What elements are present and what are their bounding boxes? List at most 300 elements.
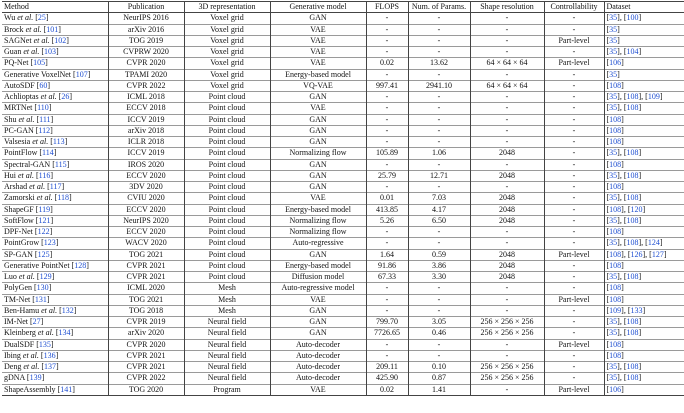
generative-model-cell: VAE [270, 103, 366, 114]
table-row [2, 182, 684, 193]
params-cell: - [408, 125, 470, 136]
dataset-cell: [106] [606, 58, 624, 68]
citation-link[interactable]: 121 [38, 215, 51, 225]
table-row [2, 159, 684, 170]
representation-cell: Point cloud [184, 103, 270, 114]
method-name: PQ-Net [4, 58, 29, 68]
table-row [2, 272, 684, 283]
citation-link[interactable]: 108 [626, 317, 639, 326]
generative-model-cell: GAN [270, 328, 366, 339]
comparison-table [2, 1, 684, 396]
publication-cell: ICML 2020 [108, 283, 184, 294]
method-cell: ShapeGF [119] [2, 204, 108, 215]
citation-link[interactable]: 102 [54, 35, 67, 45]
table-row [2, 80, 684, 91]
resolution-cell: - [470, 350, 544, 361]
representation-cell: Point cloud [184, 114, 270, 125]
citation-link[interactable]: 35 [609, 13, 618, 23]
et-al: et al. [23, 362, 40, 371]
generative-model-cell: Auto-decoder [270, 350, 366, 361]
et-al: et al. [41, 305, 58, 315]
generative-model-cell: Diffusion model [270, 272, 366, 283]
et-al: et al. [33, 35, 50, 45]
table-row [2, 69, 684, 80]
citation-link[interactable]: 109 [647, 92, 660, 101]
controllability-cell: - [544, 159, 604, 170]
representation-cell: Voxel grid [184, 80, 270, 91]
citation-link[interactable]: 105 [33, 58, 46, 68]
citation-link[interactable]: 108 [626, 238, 639, 248]
generative-model-cell: Auto-decoder [270, 362, 366, 373]
method-cell: PolyGen [130] [2, 283, 108, 294]
params-cell: 13.62 [408, 58, 470, 69]
publication-cell: ICML 2018 [108, 92, 184, 103]
citation-link[interactable]: 26 [61, 92, 70, 101]
citation-link[interactable]: 108 [626, 170, 639, 180]
generative-model-cell: GAN [270, 305, 366, 316]
citation-link[interactable]: 118 [57, 193, 70, 203]
citation-link[interactable]: 123 [43, 238, 56, 248]
controllability-cell: - [544, 80, 604, 91]
citation-link[interactable]: 132 [61, 305, 74, 315]
method-name: Achlioptas [4, 92, 39, 101]
citation-link[interactable]: 35 [609, 317, 618, 326]
table-row [2, 125, 684, 136]
method-cell: SP-GAN [125] [2, 249, 108, 260]
controllability-cell: - [544, 373, 604, 384]
citation-link[interactable]: 137 [44, 362, 56, 371]
params-cell: - [408, 294, 470, 305]
citation-link[interactable]: 104 [626, 47, 639, 56]
header-num-params: Num. of Params. [408, 2, 470, 13]
citation-link[interactable]: 139 [29, 373, 42, 383]
et-al: et al. [25, 24, 42, 34]
method-cell: TM-Net [131] [2, 294, 108, 305]
resolution-cell: 256 × 256 × 256 [470, 328, 544, 339]
citation-link[interactable]: 108 [609, 339, 622, 349]
et-al: et al. [36, 193, 53, 203]
representation-cell: Point cloud [184, 92, 270, 103]
citation-link[interactable]: 125 [37, 249, 50, 259]
params-cell: 3.86 [408, 260, 470, 271]
citation-link[interactable]: 108 [626, 103, 639, 113]
method-name: TM-Net [4, 294, 31, 304]
resolution-cell: - [470, 137, 544, 148]
method-cell: PC-GAN [112] [2, 125, 108, 136]
method-name: IM-Net [4, 317, 28, 326]
et-al: et al. [32, 137, 49, 146]
controllability-cell: - [544, 47, 604, 58]
flops-cell: 25.79 [366, 170, 408, 181]
publication-cell: CVPR 2022 [108, 373, 184, 384]
controllability-cell: - [544, 362, 604, 373]
publication-cell: TOG 2021 [108, 294, 184, 305]
header-flops: FLOPS [366, 2, 408, 13]
params-cell: - [408, 350, 470, 361]
table-row [2, 137, 684, 148]
citation-link[interactable]: 108 [609, 114, 622, 124]
citation-link[interactable]: 114 [42, 148, 54, 158]
dataset-cell: [35], [108], [109] [606, 92, 663, 101]
citation-link[interactable]: 134 [58, 328, 71, 338]
citation-link[interactable]: 27 [32, 317, 41, 326]
resolution-cell: 64 × 64 × 64 [470, 80, 544, 91]
representation-cell: Point cloud [184, 125, 270, 136]
header-row [2, 2, 684, 13]
generative-model-cell: VQ-VAE [270, 80, 366, 91]
citation-link[interactable]: 35 [609, 328, 618, 338]
method-name: Zamorski [4, 193, 35, 203]
method-name: ShapeGF [4, 204, 34, 214]
citation-link[interactable]: 35 [609, 103, 618, 113]
citation-link[interactable]: 35 [609, 24, 618, 34]
dataset-cell: [35], [108] [606, 328, 642, 338]
flops-cell: 0.02 [366, 384, 408, 395]
citation-link[interactable]: 108 [609, 159, 622, 169]
citation-link[interactable]: 129 [39, 272, 52, 281]
publication-cell: TPAMI 2020 [108, 69, 184, 80]
citation-link[interactable]: 120 [630, 204, 643, 214]
params-cell: 7.03 [408, 193, 470, 204]
method-name: DualSDF [4, 339, 35, 349]
representation-cell: Point cloud [184, 204, 270, 215]
controllability-cell: - [544, 92, 604, 103]
citation-link[interactable]: 35 [609, 215, 618, 225]
dataset-cell: [108], [126], [127] [606, 249, 667, 259]
publication-cell: NeurIPS 2020 [108, 215, 184, 226]
citation-link[interactable]: 135 [38, 339, 51, 349]
et-al: et al. [22, 350, 39, 360]
dataset-cell: [35], [108] [606, 215, 642, 225]
table-row [2, 103, 684, 114]
params-cell: - [408, 227, 470, 238]
representation-cell: Point cloud [184, 182, 270, 193]
citation-link[interactable]: 108 [609, 283, 622, 293]
publication-cell: CVPR 2021 [108, 260, 184, 271]
generative-model-cell: Auto-regressive model [270, 283, 366, 294]
params-cell: - [408, 114, 470, 125]
citation-link[interactable]: 107 [75, 69, 88, 79]
controllability-cell: - [544, 24, 604, 35]
controllability-cell: - [544, 328, 604, 339]
flops-cell: - [366, 69, 408, 80]
publication-cell: CVPR 2020 [108, 58, 184, 69]
params-cell: - [408, 283, 470, 294]
publication-cell: ICLR 2018 [108, 137, 184, 148]
publication-cell: TOG 2019 [108, 35, 184, 46]
params-cell: 3.05 [408, 317, 470, 328]
method-cell: IM-Net [27] [2, 317, 108, 328]
dataset-cell: [108] [606, 283, 624, 293]
controllability-cell: - [544, 238, 604, 249]
representation-cell: Voxel grid [184, 58, 270, 69]
table-row [2, 92, 684, 103]
table-row [2, 362, 684, 373]
citation-link[interactable]: 106 [609, 384, 622, 394]
generative-model-cell: Normalizing flow [270, 215, 366, 226]
table-row [2, 260, 684, 271]
citation-link[interactable]: 108 [609, 350, 622, 360]
resolution-cell: - [470, 24, 544, 35]
citation-link[interactable]: 108 [626, 362, 639, 371]
method-name: Arshad [4, 182, 28, 191]
table-row [2, 328, 684, 339]
dataset-cell: [106] [606, 384, 624, 394]
controllability-cell: Part-level [544, 58, 604, 69]
citation-link[interactable]: 108 [626, 373, 639, 383]
method-cell: Wu et al. [25] [2, 13, 108, 24]
representation-cell: Point cloud [184, 170, 270, 181]
citation-link[interactable]: 35 [609, 272, 618, 281]
citation-link[interactable]: 35 [609, 193, 618, 203]
citation-link[interactable]: 35 [609, 373, 618, 383]
citation-link[interactable]: 108 [626, 148, 639, 158]
citation-link[interactable]: 108 [626, 272, 639, 281]
et-al: et al. [40, 92, 57, 101]
dataset-cell: [108] [606, 137, 624, 146]
method-cell: Spectral-GAN [115] [2, 159, 108, 170]
citation-link[interactable]: 35 [609, 35, 618, 45]
publication-cell: 3DV 2020 [108, 182, 184, 193]
params-cell: - [408, 69, 470, 80]
method-name: Spectral-GAN [4, 159, 51, 169]
generative-model-cell: GAN [270, 137, 366, 148]
method-name: Deng [4, 362, 22, 371]
citation-link[interactable]: 35 [609, 148, 618, 158]
method-cell: Brock et al. [101] [2, 24, 108, 35]
citation-link[interactable]: 108 [626, 193, 639, 203]
publication-cell: arXiv 2020 [108, 328, 184, 339]
citation-link[interactable]: 116 [38, 170, 51, 180]
generative-model-cell: VAE [270, 35, 366, 46]
citation-link[interactable]: 100 [626, 13, 639, 23]
controllability-cell: - [544, 227, 604, 238]
representation-cell: Point cloud [184, 215, 270, 226]
generative-model-cell: GAN [270, 92, 366, 103]
generative-model-cell: Energy-based model [270, 260, 366, 271]
representation-cell: Point cloud [184, 260, 270, 271]
dataset-cell: [35] [606, 35, 620, 45]
dataset-cell: [108] [606, 294, 624, 304]
citation-link[interactable]: 124 [647, 238, 660, 248]
publication-cell: CVPR 2022 [108, 80, 184, 91]
citation-link[interactable]: 110 [37, 103, 49, 113]
resolution-cell: - [470, 238, 544, 249]
params-cell: - [408, 47, 470, 58]
controllability-cell: - [544, 204, 604, 215]
representation-cell: Neural field [184, 362, 270, 373]
citation-link[interactable]: 117 [49, 182, 62, 191]
dataset-cell: [35], [108] [606, 103, 642, 113]
flops-cell: - [366, 182, 408, 193]
publication-cell: ECCV 2020 [108, 204, 184, 215]
citation-link[interactable]: 108 [626, 328, 639, 338]
et-al: et al. [18, 170, 34, 180]
generative-model-cell: Auto-decoder [270, 373, 366, 384]
citation-link[interactable]: 108 [609, 227, 622, 236]
citation-link[interactable]: 108 [609, 182, 622, 191]
header-controllability: Controllability [544, 2, 604, 13]
representation-cell: Mesh [184, 294, 270, 305]
controllability-cell: Part-level [544, 339, 604, 350]
method-name: Valsesia [4, 137, 31, 146]
resolution-cell: - [470, 92, 544, 103]
publication-cell: ECCV 2020 [108, 227, 184, 238]
citation-link[interactable]: 113 [52, 137, 65, 146]
dataset-cell: [108] [606, 339, 624, 349]
citation-link[interactable]: 122 [37, 227, 50, 236]
controllability-cell: - [544, 114, 604, 125]
controllability-cell: - [544, 317, 604, 328]
dataset-cell: [108] [606, 114, 624, 124]
dataset-cell: [108] [606, 182, 624, 191]
resolution-cell: 2048 [470, 249, 544, 260]
method-name: PolyGen [4, 283, 32, 293]
citation-link[interactable]: 108 [609, 137, 622, 146]
flops-cell: - [366, 114, 408, 125]
citation-link[interactable]: 25 [37, 13, 46, 23]
controllability-cell: Part-level [544, 35, 604, 46]
generative-model-cell: VAE [270, 24, 366, 35]
method-cell: Achlioptas et al. [26] [2, 92, 108, 103]
citation-link[interactable]: 101 [46, 24, 59, 34]
citation-link[interactable]: 141 [60, 384, 73, 394]
method-name: Ibing [4, 350, 21, 360]
flops-cell: - [366, 47, 408, 58]
method-cell: Hui et al. [116] [2, 170, 108, 181]
publication-cell: arXiv 2018 [108, 125, 184, 136]
generative-model-cell: Auto-decoder [270, 339, 366, 350]
table-row [2, 193, 684, 204]
flops-cell: - [366, 103, 408, 114]
method-cell: DPF-Net [122] [2, 227, 108, 238]
flops-cell: 91.86 [366, 260, 408, 271]
resolution-cell: - [470, 305, 544, 316]
citation-link[interactable]: 111 [39, 114, 51, 124]
method-cell: PointGrow [123] [2, 238, 108, 249]
flops-cell: 209.11 [366, 362, 408, 373]
header-dataset: Dataset [604, 2, 684, 13]
table-body [2, 13, 684, 396]
method-name: PC-GAN [4, 125, 34, 135]
generative-model-cell: VAE [270, 193, 366, 204]
controllability-cell: - [544, 283, 604, 294]
citation-link[interactable]: 108 [609, 249, 622, 259]
resolution-cell: 64 × 64 × 64 [470, 58, 544, 69]
generative-model-cell: VAE [270, 58, 366, 69]
citation-link[interactable]: 127 [651, 249, 664, 259]
header-shape-resolution: Shape resolution [470, 2, 544, 13]
citation-link[interactable]: 130 [36, 283, 49, 293]
method-name: SoftFlow [4, 215, 34, 225]
table-row [2, 215, 684, 226]
params-cell: 1.06 [408, 148, 470, 159]
table-row [2, 305, 684, 316]
table-row [2, 238, 684, 249]
citation-link[interactable]: 108 [609, 260, 622, 270]
dataset-cell: [35], [100] [606, 13, 642, 23]
header-3d-representation: 3D representation [184, 2, 270, 13]
citation-link[interactable]: 106 [609, 58, 622, 68]
flops-cell: 799.70 [366, 317, 408, 328]
citation-link[interactable]: 108 [626, 215, 639, 225]
method-name: Kleinberg [4, 328, 36, 338]
dataset-cell: [35] [606, 69, 620, 79]
citation-link[interactable]: 128 [74, 260, 87, 270]
method-cell: SoftFlow [121] [2, 215, 108, 226]
publication-cell: TOG 2018 [108, 305, 184, 316]
citation-link[interactable]: 133 [630, 305, 643, 315]
table-row [2, 317, 684, 328]
citation-link[interactable]: 115 [54, 159, 67, 169]
citation-link[interactable]: 35 [609, 92, 618, 101]
citation-link[interactable]: 126 [630, 249, 643, 259]
method-name: ShapeAssembly [4, 384, 56, 394]
table-row [2, 170, 684, 181]
representation-cell: Point cloud [184, 159, 270, 170]
resolution-cell: 2048 [470, 272, 544, 283]
citation-link[interactable]: 108 [609, 204, 622, 214]
citation-link[interactable]: 35 [609, 47, 618, 56]
publication-cell: CVPR 2021 [108, 350, 184, 361]
generative-model-cell: Normalizing flow [270, 227, 366, 238]
controllability-cell: - [544, 215, 604, 226]
table-row [2, 58, 684, 69]
et-al: et al. [18, 114, 35, 124]
citation-link[interactable]: 119 [38, 204, 51, 214]
representation-cell: Voxel grid [184, 13, 270, 24]
dataset-cell: [35], [108] [606, 148, 642, 158]
dataset-cell: [35], [108] [606, 373, 642, 383]
citation-link[interactable]: 108 [609, 125, 622, 135]
citation-link[interactable]: 35 [609, 238, 618, 248]
citation-link[interactable]: 109 [609, 305, 622, 315]
params-cell: - [408, 238, 470, 249]
citation-link[interactable]: 136 [43, 350, 56, 360]
publication-cell: ICCV 2019 [108, 148, 184, 159]
citation-link[interactable]: 131 [34, 294, 47, 304]
flops-cell: - [366, 350, 408, 361]
citation-link[interactable]: 108 [609, 80, 622, 90]
representation-cell: Voxel grid [184, 69, 270, 80]
table-row [2, 148, 684, 159]
citation-link[interactable]: 103 [44, 47, 56, 56]
flops-cell: - [366, 227, 408, 238]
citation-link[interactable]: 108 [609, 294, 622, 304]
publication-cell: IROS 2020 [108, 159, 184, 170]
citation-link[interactable]: 35 [609, 362, 618, 371]
publication-cell: ICCV 2019 [108, 114, 184, 125]
flops-cell: - [366, 137, 408, 148]
table-row [2, 283, 684, 294]
citation-link[interactable]: 35 [609, 69, 618, 79]
citation-link[interactable]: 35 [609, 170, 618, 180]
flops-cell: - [366, 125, 408, 136]
dataset-cell: [108] [606, 227, 624, 236]
citation-link[interactable]: 108 [626, 92, 639, 101]
dataset-cell: [108] [606, 125, 624, 135]
citation-link[interactable]: 112 [38, 125, 51, 135]
citation-link[interactable]: 60 [39, 80, 48, 90]
method-cell: Kleinberg et al. [134] [2, 328, 108, 339]
dataset-cell: [35], [108] [606, 362, 642, 371]
method-name: Hui [4, 170, 16, 180]
method-name: Shu [4, 114, 17, 124]
flops-cell: 997.41 [366, 80, 408, 91]
table-row [2, 384, 684, 395]
controllability-cell: - [544, 125, 604, 136]
generative-model-cell: GAN [270, 159, 366, 170]
